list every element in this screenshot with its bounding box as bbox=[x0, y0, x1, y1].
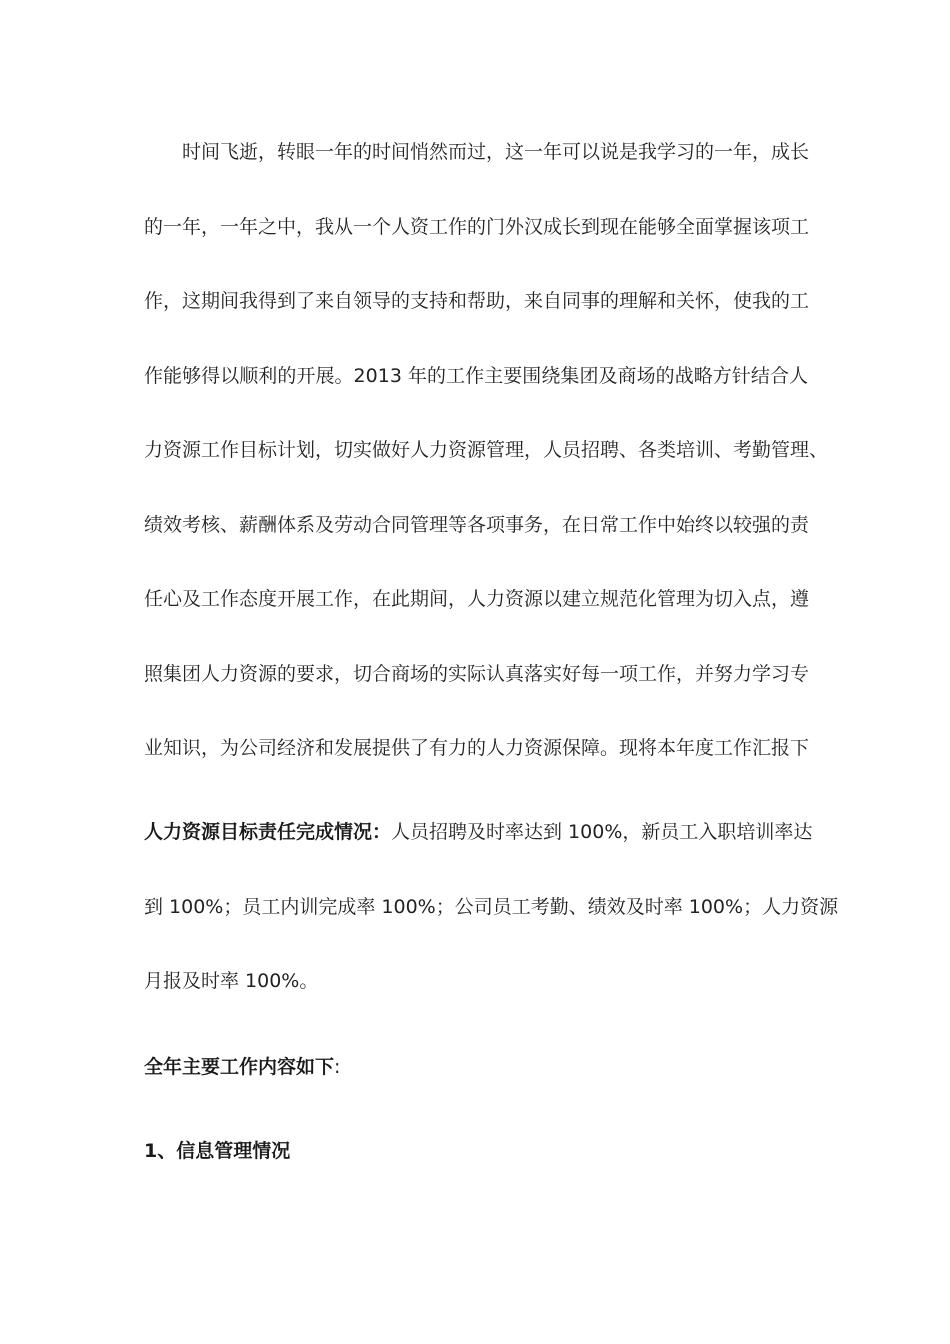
paragraph-line: 作，这期间我得到了来自领导的支持和帮助，来自同事的理解和关怀，使我的工 bbox=[144, 290, 810, 312]
paragraph-line: 时间飞逝，转眼一年的时间悄然而过，这一年可以说是我学习的一年，成长 bbox=[182, 141, 810, 163]
paragraph-line bbox=[144, 795, 813, 870]
section-1-heading bbox=[144, 1114, 808, 1189]
intro-paragraph bbox=[144, 115, 829, 786]
paragraph-line: 力资源工作目标计划，切实做好人力资源管理，人员招聘、各类培训、考勤管理、 bbox=[144, 439, 829, 461]
target-text: 人员招聘及时率达到 100%，新员工入职培训率达 bbox=[391, 821, 813, 843]
summary-heading-label: 全年主要工作内容如下 bbox=[144, 1056, 335, 1078]
paragraph-line: 作能够得以顺利的开展。2013 年的工作主要围绕集团及商场的战略方针结合人 bbox=[144, 364, 808, 387]
paragraph-line: 绩效考核、薪酬体系及劳动合同管理等各项事务，在日常工作中始终以较强的责 bbox=[144, 513, 810, 536]
paragraph-line: 月报及时率 100%。 bbox=[144, 970, 319, 992]
paragraph-line: 到 100%；员工内训完成率 100%；公司员工考勤、绩效及时率 100%；人力资源 bbox=[144, 895, 839, 918]
summary-heading-colon: : bbox=[334, 1056, 341, 1078]
paragraph-line: 业知识，为公司经济和发展提供了有力的人力资源保障。现将本年度工作汇报下 bbox=[144, 737, 810, 759]
heading-line bbox=[144, 1030, 808, 1105]
paragraph-line: 任心及工作态度开展工作，在此期间，人力资源以建立规范化管理为切入点，遵 bbox=[144, 588, 810, 610]
section-title: 1、信息管理情况 bbox=[144, 1140, 291, 1162]
paragraph-line: 照集团人力资源的要求，切合商场的实际认真落实好每一项工作，并努力学习专 bbox=[144, 662, 810, 685]
paragraph-line: 的一年，一年之中，我从一个人资工作的门外汉成长到现在能够全面掌握该项工 bbox=[144, 215, 810, 238]
target-label: 人力资源目标责任完成情况： bbox=[144, 821, 392, 843]
target-paragraph bbox=[144, 795, 839, 1019]
summary-heading bbox=[144, 1030, 808, 1105]
